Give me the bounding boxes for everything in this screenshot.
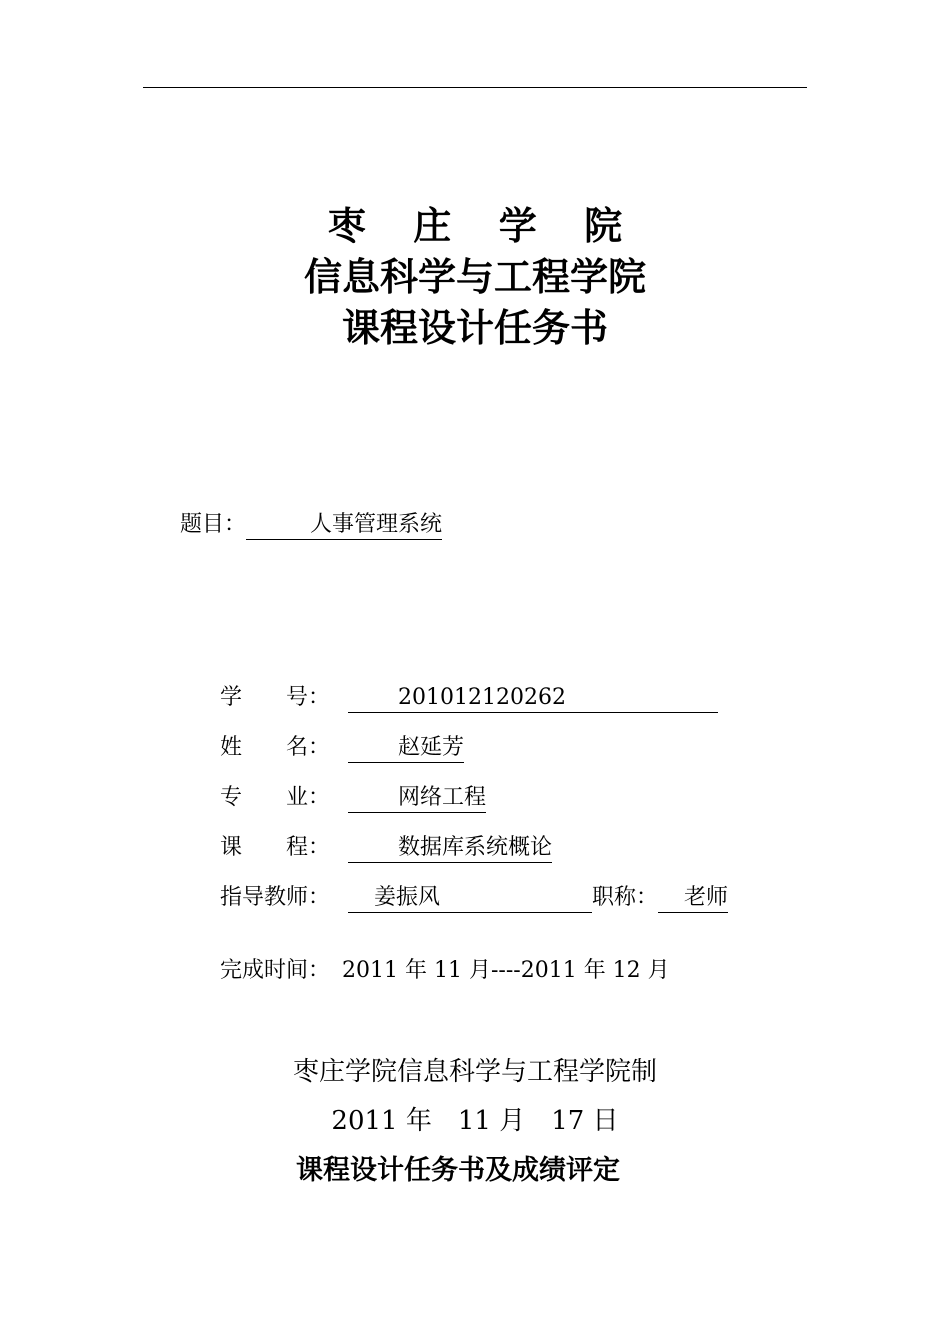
course-label: 课 程： — [220, 835, 331, 860]
header-rule — [143, 87, 807, 88]
major-label: 专 业： — [220, 785, 331, 810]
document-title: 课程设计任务书 — [341, 305, 608, 350]
student-name-row — [220, 734, 464, 763]
student-id-value: 201012120262 — [348, 684, 718, 713]
subject-row — [180, 511, 442, 540]
subject-value: 人事管理系统 — [246, 511, 442, 540]
student-id-label: 学 号： — [220, 685, 331, 710]
next-section-title: 课程设计任务书及成绩评定 — [296, 1155, 620, 1186]
subject-label: 题目： — [180, 512, 247, 537]
completion-value: 2011 年 11 月----2011 年 12 月 — [342, 958, 670, 983]
major-value: 网络工程 — [348, 784, 486, 813]
advisor-row — [220, 884, 728, 913]
completion-row — [220, 957, 670, 985]
course-row — [220, 834, 552, 863]
completion-label: 完成时间： — [220, 958, 331, 983]
major-row — [220, 784, 486, 813]
advisor-title-label: 职称： — [592, 885, 659, 910]
student-name-label: 姓 名： — [220, 735, 331, 760]
issuer-line: 枣庄学院信息科学与工程学院制 — [292, 1057, 657, 1087]
student-name-value: 赵延芳 — [348, 734, 464, 763]
advisor-value: 姜振风 — [348, 884, 592, 913]
course-value: 数据库系统概论 — [348, 834, 552, 863]
student-id-row — [220, 684, 718, 713]
advisor-title-value: 老师 — [658, 884, 728, 913]
college-name: 枣 庄 学 院 — [327, 203, 640, 248]
advisor-label: 指导教师： — [220, 885, 331, 910]
issue-date: 2011 年 11 月 17 日 — [331, 1106, 619, 1136]
department-name: 信息科学与工程学院 — [303, 254, 646, 299]
